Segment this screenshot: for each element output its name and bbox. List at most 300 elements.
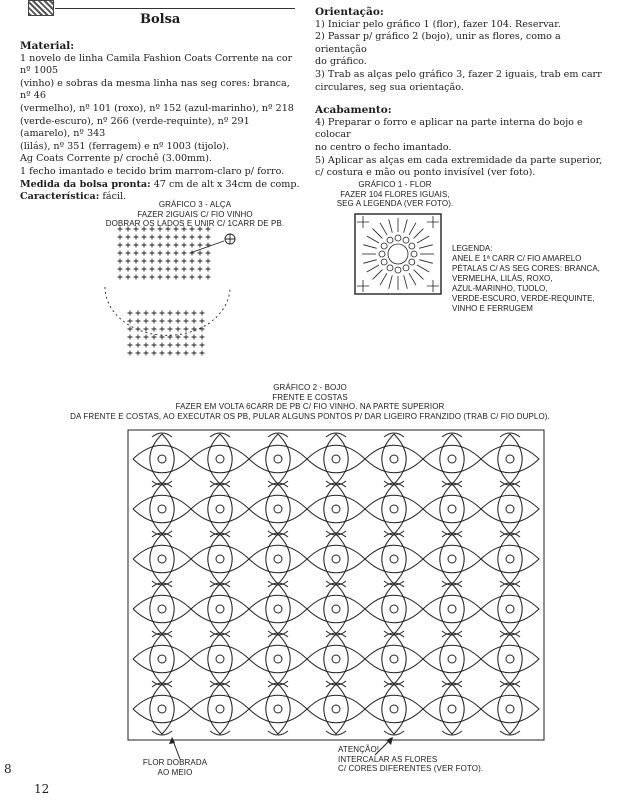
single-crochet-stitch — [174, 227, 179, 232]
single-crochet-stitch — [118, 235, 123, 240]
single-crochet-stitch — [158, 267, 163, 272]
flower-petal-outline — [208, 634, 232, 684]
flower-center-ring — [158, 655, 166, 663]
legend-line: VERDE-ESCURO, VERDE-REQUINTE, — [452, 294, 595, 303]
single-crochet-stitch — [198, 259, 203, 264]
orientacao-line: do gráfico. — [315, 56, 367, 68]
flower-center-ring — [216, 505, 224, 513]
single-crochet-stitch — [190, 267, 195, 272]
single-crochet-stitch — [144, 351, 149, 356]
petal-stitch — [367, 265, 379, 272]
single-crochet-stitch — [174, 259, 179, 264]
petal-stitch — [414, 229, 424, 239]
flower-center-ring — [506, 605, 514, 613]
material-section — [20, 40, 300, 204]
flower-petal-outline — [382, 484, 406, 534]
flower-petal-outline — [481, 595, 539, 623]
petal-stitch — [419, 245, 433, 249]
flower-petal-outline — [249, 445, 307, 473]
single-crochet-stitch — [200, 319, 205, 324]
flower-petal-outline — [191, 695, 249, 723]
single-crochet-stitch — [126, 275, 131, 280]
flower-petal-outline — [133, 695, 191, 723]
single-crochet-stitch — [198, 267, 203, 272]
single-crochet-stitch — [206, 275, 211, 280]
flower-petal-outline — [191, 595, 249, 623]
flower-petal-outline — [365, 495, 423, 523]
petal-stitch — [380, 273, 387, 285]
flower-center-ring — [390, 455, 398, 463]
single-crochet-stitch — [118, 259, 123, 264]
flower-ring — [388, 244, 408, 264]
single-crochet-stitch — [182, 243, 187, 248]
flower-petal-outline — [365, 695, 423, 723]
single-crochet-stitch — [158, 259, 163, 264]
single-crochet-stitch — [174, 267, 179, 272]
flower-petal-outline — [324, 634, 348, 684]
single-crochet-stitch — [126, 227, 131, 232]
single-crochet-stitch — [142, 259, 147, 264]
single-crochet-stitch — [166, 275, 171, 280]
flower-center-ring — [390, 605, 398, 613]
single-crochet-stitch — [152, 327, 157, 332]
flower-center-ring — [274, 655, 282, 663]
grafico2-body-chart — [125, 428, 545, 743]
single-crochet-stitch — [166, 243, 171, 248]
single-crochet-stitch — [206, 259, 211, 264]
flower-center-ring — [332, 555, 340, 563]
flower-petal-outline — [266, 484, 290, 534]
petal-stitch — [367, 236, 379, 243]
flower-petal-outline — [266, 584, 290, 634]
flower-petal-outline — [365, 445, 423, 473]
single-crochet-stitch — [118, 227, 123, 232]
single-crochet-stitch — [200, 351, 205, 356]
single-crochet-stitch — [200, 327, 205, 332]
flower-petal-outline — [191, 645, 249, 673]
orientacao-line: 2) Passar p/ gráfico 2 (bojo), unir as flores, como a orientação — [315, 31, 561, 55]
single-crochet-stitch — [152, 335, 157, 340]
corner-stitch — [427, 216, 439, 228]
flower-petal-outline — [208, 534, 232, 584]
single-crochet-stitch — [192, 351, 197, 356]
flower-petal-outline — [266, 534, 290, 584]
flower-petal-outline — [208, 484, 232, 534]
flower-petal-outline — [249, 645, 307, 673]
corner-stitch — [357, 280, 369, 292]
petal-stitch — [363, 260, 377, 264]
single-crochet-stitch — [182, 235, 187, 240]
single-crochet-stitch — [166, 267, 171, 272]
strap-fold-line — [105, 287, 230, 335]
chain-stitch — [409, 243, 415, 249]
single-crochet-stitch — [200, 311, 205, 316]
flower-center-ring — [390, 555, 398, 563]
single-crochet-stitch — [184, 327, 189, 332]
flower-center-ring — [448, 605, 456, 613]
flower-petal-outline — [208, 434, 232, 484]
single-crochet-stitch — [184, 335, 189, 340]
flower-center-ring — [158, 555, 166, 563]
single-crochet-stitch — [190, 275, 195, 280]
single-crochet-stitch — [168, 311, 173, 316]
flower-center-ring — [158, 505, 166, 513]
orientacao-line: 1) Iniciar pelo gráfico 1 (flor), fazer 104. Reservar. — [315, 18, 561, 30]
header-rule — [55, 8, 295, 9]
petal-tip — [152, 433, 172, 437]
single-crochet-stitch — [200, 343, 205, 348]
orientacao-heading: Orientação: — [315, 6, 384, 18]
petal-stitch — [417, 236, 429, 243]
flower-center-ring — [216, 705, 224, 713]
petal-stitch — [389, 275, 393, 289]
flower-center-ring — [448, 655, 456, 663]
flower-petal-outline — [191, 445, 249, 473]
single-crochet-stitch — [160, 319, 165, 324]
flower-petal-outline — [307, 695, 365, 723]
note-flor-dobrada — [130, 758, 220, 777]
flower-center-ring — [506, 555, 514, 563]
flower-petal-outline — [208, 684, 232, 734]
medida-value: 47 cm de alt x 34cm de comp. — [153, 178, 300, 190]
single-crochet-stitch — [158, 251, 163, 256]
flower-petal-outline — [382, 434, 406, 484]
single-crochet-stitch — [198, 235, 203, 240]
grafico2-caption-line: DA FRENTE E COSTAS, AO EXECUTAR OS PB, PULAR ALGUNS PONTOS P/ DAR LIGEIRO FRANZIDO (TRAB C/ FIO DUPLO). — [70, 411, 550, 421]
flower-center-ring — [158, 455, 166, 463]
single-crochet-stitch — [158, 275, 163, 280]
flower-center-ring — [448, 555, 456, 563]
single-crochet-stitch — [174, 235, 179, 240]
flower-center-ring — [390, 705, 398, 713]
petal-stitch — [373, 229, 383, 239]
acabamento-line: 5) Aplicar as alças em cada extremidade da parte superior, — [315, 154, 603, 166]
legend-line: ANEL E 1ª CARR C/ FIO AMARELO — [452, 254, 582, 263]
single-crochet-stitch — [176, 351, 181, 356]
single-crochet-stitch — [182, 251, 187, 256]
orientacao-line: circulares, seg sua orientação. — [315, 81, 464, 93]
flower-petal-outline — [133, 645, 191, 673]
single-crochet-stitch — [198, 243, 203, 248]
single-crochet-stitch — [158, 227, 163, 232]
single-crochet-stitch — [134, 275, 139, 280]
flower-center-ring — [332, 655, 340, 663]
petal-tip — [500, 433, 520, 437]
material-line: (vermelho), nº 101 (roxo), nº 152 (azul-marinho), nº 218 — [20, 102, 294, 114]
start-arrow — [190, 241, 224, 253]
single-crochet-stitch — [182, 227, 187, 232]
chain-stitch — [409, 259, 415, 265]
flower-petal-outline — [440, 634, 464, 684]
flower-center-ring — [274, 605, 282, 613]
single-crochet-stitch — [134, 259, 139, 264]
flower-petal-outline — [266, 434, 290, 484]
flower-petal-outline — [481, 695, 539, 723]
single-crochet-stitch — [126, 259, 131, 264]
petal-stitch — [404, 275, 408, 289]
material-line: 1 fecho imantado e tecido brim marrom-claro p/ forro. — [20, 165, 285, 177]
flower-petal-outline — [324, 684, 348, 734]
flower-center-ring — [216, 605, 224, 613]
flower-petal-outline — [440, 684, 464, 734]
flower-petal-outline — [249, 495, 307, 523]
single-crochet-stitch — [192, 343, 197, 348]
single-crochet-stitch — [136, 343, 141, 348]
single-crochet-stitch — [126, 267, 131, 272]
single-crochet-stitch — [176, 311, 181, 316]
flower-petal-outline — [150, 584, 174, 634]
flower-petal-outline — [382, 584, 406, 634]
single-crochet-stitch — [160, 343, 165, 348]
flower-center-ring — [216, 655, 224, 663]
single-crochet-stitch — [128, 351, 133, 356]
flower-petal-outline — [307, 595, 365, 623]
single-crochet-stitch — [206, 251, 211, 256]
instructions-section — [315, 6, 610, 180]
grafico3-strap-chart — [90, 225, 250, 385]
single-crochet-stitch — [144, 335, 149, 340]
single-crochet-stitch — [118, 267, 123, 272]
flower-center-ring — [506, 505, 514, 513]
flower-center-ring — [332, 605, 340, 613]
flower-petal-outline — [249, 595, 307, 623]
single-crochet-stitch — [160, 335, 165, 340]
flower-petal-outline — [440, 534, 464, 584]
single-crochet-stitch — [136, 311, 141, 316]
grafico3-caption-line: FAZER 2IGUAIS C/ FIO VINHO — [137, 209, 253, 219]
single-crochet-stitch — [152, 351, 157, 356]
single-crochet-stitch — [206, 235, 211, 240]
flower-petal-outline — [440, 484, 464, 534]
single-crochet-stitch — [134, 227, 139, 232]
single-crochet-stitch — [136, 335, 141, 340]
single-crochet-stitch — [168, 319, 173, 324]
single-crochet-stitch — [142, 227, 147, 232]
single-crochet-stitch — [136, 319, 141, 324]
petal-stitch — [389, 219, 393, 233]
petal-stitch — [419, 260, 433, 264]
flower-petal-outline — [498, 684, 522, 734]
chain-stitch — [387, 237, 393, 243]
grafico1-legend — [452, 244, 612, 314]
single-crochet-stitch — [190, 259, 195, 264]
single-crochet-stitch — [166, 227, 171, 232]
flower-petal-outline — [382, 534, 406, 584]
flower-petal-outline — [423, 695, 481, 723]
grafico2-caption — [20, 383, 600, 421]
single-crochet-stitch — [174, 275, 179, 280]
flower-petal-outline — [440, 434, 464, 484]
single-crochet-stitch — [182, 259, 187, 264]
flower-center-ring — [390, 505, 398, 513]
arrow-head — [169, 737, 175, 744]
flower-petal-outline — [208, 584, 232, 634]
legend-line: PÉTALAS C/ AS SEG CORES: BRANCA, — [452, 264, 600, 273]
single-crochet-stitch — [144, 343, 149, 348]
corner-stitch — [357, 216, 369, 228]
material-line: (verde-escuro), nº 266 (verde-requinte), nº 291 (amarelo), nº 343 — [20, 115, 250, 140]
flower-center-ring — [506, 455, 514, 463]
petal-stitch — [414, 270, 424, 280]
medida-label: Medida da bolsa pronta: — [20, 178, 151, 190]
flower-petal-outline — [498, 634, 522, 684]
flower-petal-outline — [324, 434, 348, 484]
single-crochet-stitch — [128, 343, 133, 348]
page-number: 12 — [34, 782, 50, 796]
single-crochet-stitch — [190, 227, 195, 232]
flower-petal-outline — [307, 545, 365, 573]
single-crochet-stitch — [158, 243, 163, 248]
legend-line: LEGENDA: — [452, 244, 493, 253]
note-line: AO MEIO — [157, 767, 193, 777]
single-crochet-stitch — [182, 275, 187, 280]
flower-petal-outline — [133, 545, 191, 573]
note-line: C/ CORES DIFERENTES (VER FOTO). — [338, 764, 484, 773]
flower-center-ring — [274, 705, 282, 713]
flower-petal-outline — [266, 634, 290, 684]
grafico1-flower-chart — [353, 212, 445, 297]
flower-center-ring — [332, 705, 340, 713]
single-crochet-stitch — [176, 319, 181, 324]
petal-stitch — [380, 223, 387, 235]
strap-chart-group — [105, 227, 235, 356]
flower-petal-outline — [150, 684, 174, 734]
single-crochet-stitch — [160, 311, 165, 316]
single-crochet-stitch — [128, 335, 133, 340]
flower-petal-outline — [266, 684, 290, 734]
single-crochet-stitch — [152, 319, 157, 324]
flower-center-ring — [506, 705, 514, 713]
single-crochet-stitch — [174, 251, 179, 256]
flower-petal-outline — [324, 534, 348, 584]
single-crochet-stitch — [184, 343, 189, 348]
acabamento-line: c/ costura e mão ou ponto invisível (ver foto). — [315, 167, 536, 179]
single-crochet-stitch — [128, 327, 133, 332]
page-title: Bolsa — [140, 12, 181, 27]
single-crochet-stitch — [150, 243, 155, 248]
flower-petal-outline — [423, 645, 481, 673]
petal-stitch — [373, 270, 383, 280]
flower-center-ring — [158, 705, 166, 713]
flower-petal-outline — [324, 484, 348, 534]
single-crochet-stitch — [168, 343, 173, 348]
legend-line: VINHO E FERRUGEM — [452, 304, 533, 313]
single-crochet-stitch — [144, 311, 149, 316]
chain-stitch — [381, 243, 387, 249]
flower-center-ring — [274, 455, 282, 463]
flower-petal-outline — [481, 495, 539, 523]
flower-petal-outline — [133, 495, 191, 523]
caracteristica-value: fácil. — [102, 191, 127, 203]
single-crochet-stitch — [142, 251, 147, 256]
single-crochet-stitch — [144, 319, 149, 324]
single-crochet-stitch — [184, 319, 189, 324]
petal-stitch — [363, 245, 377, 249]
grafico2-caption-line: FAZER EM VOLTA 6CARR DE PB C/ FIO VINHO. NA PARTE SUPERIOR — [175, 402, 445, 411]
flower-petal-outline — [365, 595, 423, 623]
single-crochet-stitch — [190, 235, 195, 240]
petal-stitch — [417, 265, 429, 272]
note-line: INTERCALAR AS FLORES — [338, 754, 438, 764]
flower-petal-outline — [249, 545, 307, 573]
flower-petal-outline — [481, 445, 539, 473]
flower-petal-outline — [133, 595, 191, 623]
flower-center-ring — [448, 705, 456, 713]
petal-stitch — [404, 219, 408, 233]
single-crochet-stitch — [198, 227, 203, 232]
chain-stitch — [403, 265, 409, 271]
flower-petal-outline — [150, 484, 174, 534]
flower-center-ring — [216, 455, 224, 463]
single-crochet-stitch — [150, 259, 155, 264]
petal-tip — [326, 433, 346, 437]
single-crochet-stitch — [126, 235, 131, 240]
flower-petal-outline — [307, 445, 365, 473]
arrow-head — [386, 737, 393, 745]
single-crochet-stitch — [192, 335, 197, 340]
chain-stitch — [395, 267, 401, 273]
grafico3-caption-line: GRÁFICO 3 - ALÇA — [158, 200, 232, 209]
single-crochet-stitch — [198, 251, 203, 256]
medida-line — [20, 179, 300, 192]
acabamento-line: no centro o fecho imantado. — [315, 141, 452, 153]
single-crochet-stitch — [206, 267, 211, 272]
flower-petal-outline — [498, 584, 522, 634]
single-crochet-stitch — [136, 351, 141, 356]
flower-petal-outline — [382, 634, 406, 684]
flower-petal-outline — [498, 534, 522, 584]
flower-center-ring — [448, 505, 456, 513]
note-atencao — [338, 745, 518, 774]
single-crochet-stitch — [190, 243, 195, 248]
grafico1-caption-line: GRÁFICO 1 - FLOR — [358, 180, 432, 189]
flower-petal-outline — [249, 695, 307, 723]
single-crochet-stitch — [134, 243, 139, 248]
single-crochet-stitch — [150, 235, 155, 240]
single-crochet-stitch — [150, 227, 155, 232]
flower-petal-outline — [382, 684, 406, 734]
single-crochet-stitch — [142, 275, 147, 280]
single-crochet-stitch — [118, 275, 123, 280]
flower-center-ring — [332, 455, 340, 463]
single-crochet-stitch — [152, 343, 157, 348]
material-line: Ag Coats Corrente p/ crochê (3.00mm). — [20, 153, 213, 165]
single-crochet-stitch — [128, 311, 133, 316]
single-crochet-stitch — [206, 227, 211, 232]
single-crochet-stitch — [182, 267, 187, 272]
legend-line: VERMELHA, LILÁS, ROXO, — [452, 274, 553, 283]
flower-petal-outline — [423, 595, 481, 623]
single-crochet-stitch — [136, 327, 141, 332]
grafico1-caption-line: SEG A LEGENDA (VER FOTO). — [336, 199, 454, 208]
single-crochet-stitch — [158, 235, 163, 240]
corner-stitch — [427, 280, 439, 292]
material-heading: Material: — [20, 40, 75, 52]
single-crochet-stitch — [176, 343, 181, 348]
flower-petal-outline — [423, 545, 481, 573]
grafico1-caption-line: FAZER 104 FLORES IGUAIS, — [340, 189, 450, 199]
acabamento-heading: Acabamento: — [315, 104, 392, 117]
single-crochet-stitch — [134, 251, 139, 256]
single-crochet-stitch — [118, 251, 123, 256]
flower-petal-outline — [423, 495, 481, 523]
corner-logo-icon — [28, 0, 54, 16]
flower-petal-outline — [133, 445, 191, 473]
petal-tip — [268, 433, 288, 437]
material-line: 1 novelo de linha Camila Fashion Coats Corrente na cor nº 1005 — [20, 52, 293, 77]
single-crochet-stitch — [118, 243, 123, 248]
single-crochet-stitch — [134, 235, 139, 240]
